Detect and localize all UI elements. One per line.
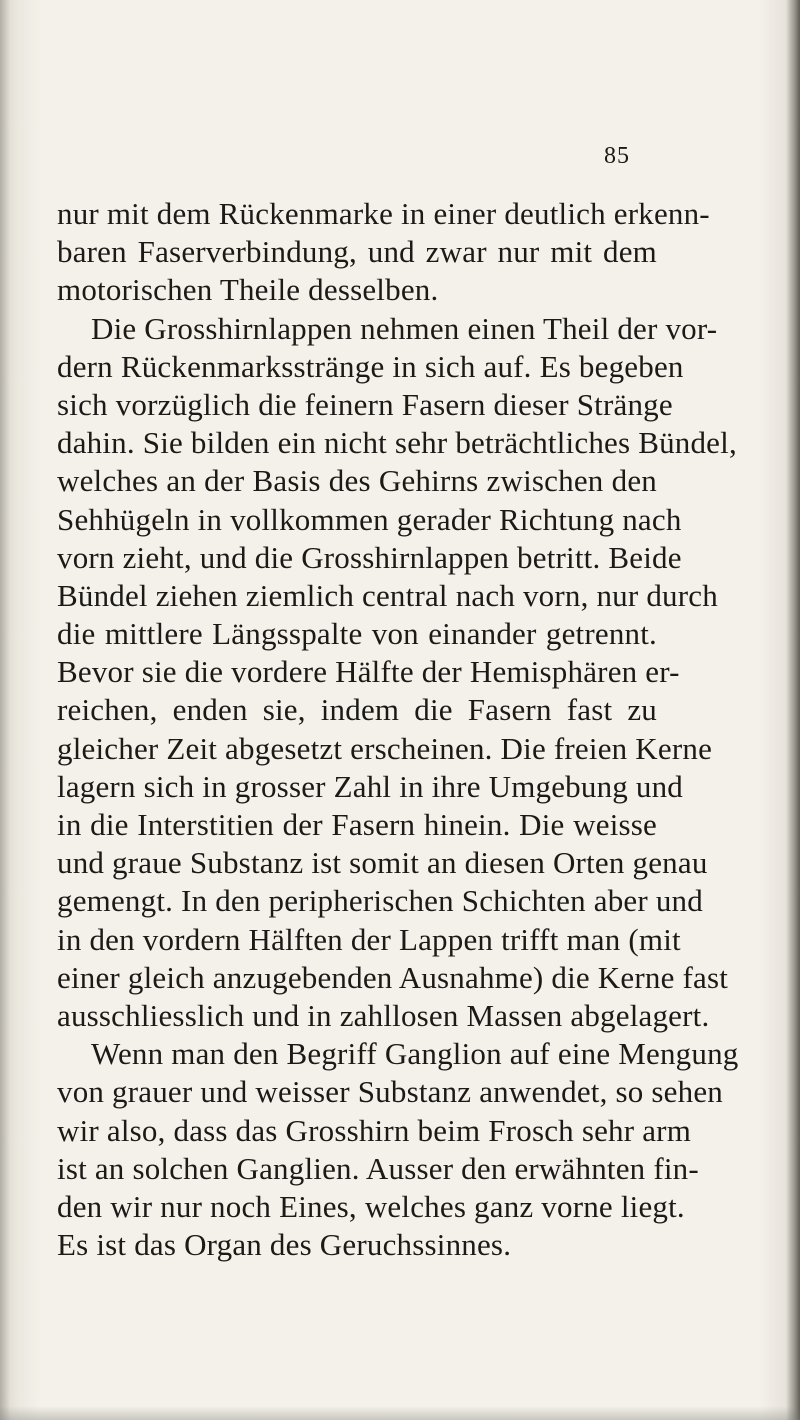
- text-line: in die Interstitien der Fasern hinein. Die weisse: [57, 807, 657, 842]
- text-line: baren Faserverbindung, und zwar nur mit dem: [57, 234, 657, 270]
- page-number: 85: [604, 143, 630, 169]
- text-line: in den vordern Hälften der Lappen trifft man (mit: [57, 921, 681, 957]
- body-text: [57, 195, 739, 1264]
- text-line: dern Rückenmarksstränge in sich auf. Es begeben: [57, 348, 684, 384]
- text-line: motorischen Theile desselben.: [57, 272, 439, 308]
- text-line: und graue Substanz ist somit an diesen Orten genau: [57, 845, 708, 881]
- text-line: Bevor sie die vordere Hälfte der Hemisphären er-: [57, 654, 680, 690]
- text-line: dahin. Sie bilden ein nicht sehr beträchtliches Bündel,: [57, 425, 737, 461]
- text-line: Wenn man den Begriff Ganglion auf eine Mengung: [91, 1036, 739, 1072]
- text-line: reichen, enden sie, indem die Fasern fast zu: [57, 692, 657, 728]
- text-line: die mittlere Längsspalte von einander getrennt.: [57, 616, 657, 652]
- text-line: einer gleich anzugebenden Ausnahme) die Kerne fast: [57, 959, 729, 995]
- text-line: Die Grosshirnlappen nehmen einen Theil der vor-: [91, 310, 718, 346]
- text-line: Bündel ziehen ziemlich central nach vorn, nur durch: [57, 577, 718, 613]
- text-line: lagern sich in grosser Zahl in ihre Umgebung und: [57, 768, 684, 804]
- text-line: gleicher Zeit abgesetzt erscheinen. Die freien Kerne: [57, 730, 713, 766]
- text-line: welches an der Basis des Gehirns zwischen den: [57, 463, 657, 499]
- page-left-edge-shadow: [0, 0, 10, 1420]
- text-line: gemengt. In den peripherischen Schichten aber und: [57, 883, 703, 919]
- text-line: vorn zieht, und die Grosshirnlappen betritt. Beide: [57, 539, 682, 575]
- text-line: ist an solchen Ganglien. Ausser den erwähnten fin-: [57, 1150, 699, 1186]
- text-line: sich vorzüglich die feinern Fasern dieser Stränge: [57, 386, 673, 422]
- text-line: den wir nur noch Eines, welches ganz vorne liegt.: [57, 1188, 685, 1224]
- text-line: Sehhügeln in vollkommen gerader Richtung nach: [57, 501, 682, 537]
- text-line: von grauer und weisser Substanz anwendet, so sehen: [57, 1074, 723, 1110]
- text-line: ausschliesslich und in zahllosen Massen abgelagert.: [57, 997, 710, 1033]
- page-binding-shadow: [786, 0, 800, 1420]
- text-line: nur mit dem Rückenmarke in einer deutlich erkenn-: [57, 196, 710, 231]
- page-bottom-edge: [0, 1406, 800, 1420]
- text-line: Es ist das Organ des Geruchssinnes.: [57, 1227, 512, 1263]
- text-line: wir also, dass das Grosshirn beim Frosch sehr arm: [57, 1112, 692, 1148]
